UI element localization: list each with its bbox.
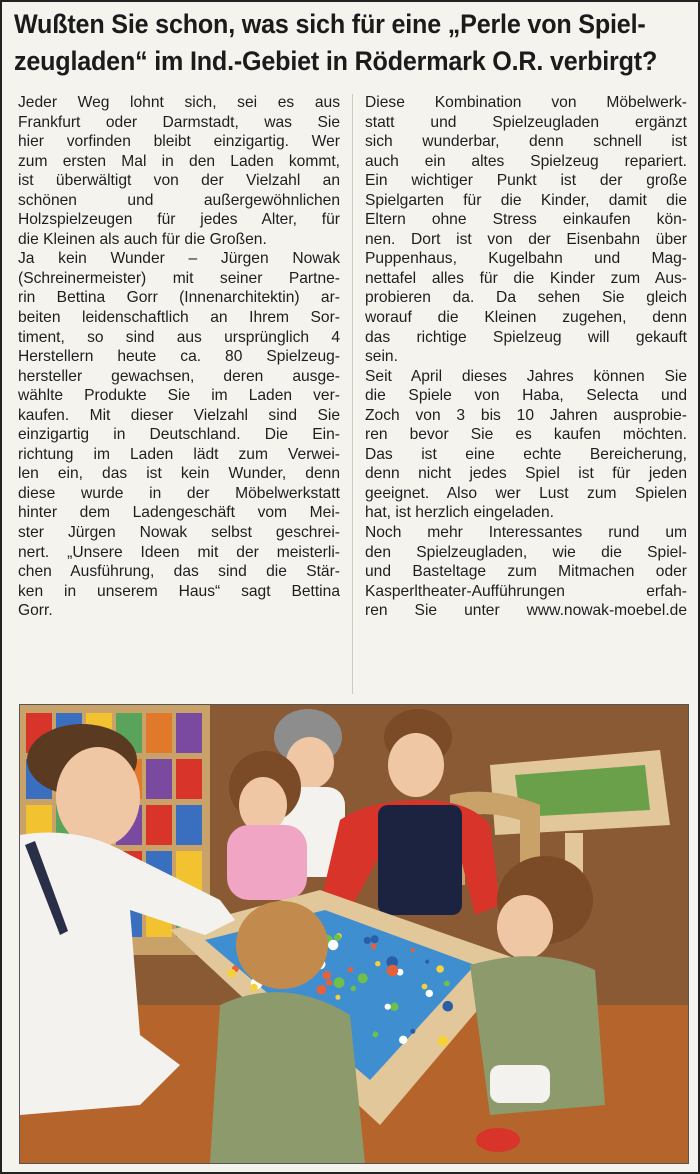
puzzle-piece bbox=[348, 967, 353, 972]
article-line: hersteller gewachsen, deren ausge- bbox=[18, 367, 340, 385]
article-line: wählte Produkte Sie im Laden ver- bbox=[18, 387, 340, 405]
girl-face bbox=[239, 777, 287, 833]
game-box bbox=[146, 713, 172, 753]
article-line: geeignet. Also wer Lust zum Spielen bbox=[365, 484, 687, 502]
article-line: Gorr. bbox=[18, 602, 53, 620]
article-line: ren bevor Sie es kaufen möchten. bbox=[365, 426, 687, 444]
puzzle-piece bbox=[351, 986, 356, 991]
article-line: beiten leidenschaftlich an Ihrem Sor- bbox=[18, 309, 340, 327]
puzzle-piece bbox=[328, 940, 338, 950]
article-line: Puppenhaus, Kugelbahn und Mag- bbox=[365, 250, 687, 268]
man-face bbox=[56, 747, 140, 847]
ring-stacker-toy bbox=[476, 1128, 520, 1152]
article-line: Ein wichtiger Punkt ist der große bbox=[365, 172, 687, 190]
article-line: die Spiele von Haba, Selecta und bbox=[365, 387, 687, 405]
article-line: Ja kein Wunder – Jürgen Nowak bbox=[18, 250, 340, 268]
article-line: Holzspielzeugen für jedes Alter, für bbox=[18, 211, 340, 229]
article-line: hinter dem Ladengeschäft vom Mei- bbox=[18, 504, 340, 522]
article-line: nert. „Unsere Ideen mit der meisterli- bbox=[18, 543, 340, 561]
game-box bbox=[176, 759, 202, 799]
puzzle-piece bbox=[387, 965, 398, 976]
article-line: len ein, das ist kein Wunder, denn bbox=[18, 465, 340, 483]
article-line: denn nicht jedes Spiel ist für jeden bbox=[365, 465, 687, 483]
article-line: und Basteltage zum Mitmachen oder bbox=[365, 563, 687, 581]
blond-boy-hair bbox=[236, 901, 328, 989]
right-boy-white-sleeve bbox=[490, 1065, 550, 1103]
boy-navy-shirt bbox=[378, 805, 462, 915]
article-line: Jeder Weg lohnt sich, sei es aus bbox=[18, 94, 340, 111]
article-line: nen. Dort ist von der Eisenbahn über bbox=[365, 230, 687, 248]
puzzle-piece bbox=[399, 1036, 407, 1044]
article-column-left bbox=[18, 93, 340, 621]
article-line: sein. bbox=[365, 348, 398, 366]
photo-illustration bbox=[20, 705, 688, 1163]
game-box bbox=[146, 805, 172, 845]
puzzle-piece bbox=[411, 948, 415, 952]
puzzle-piece bbox=[227, 969, 236, 978]
article-line: Herstellern heute ca. 80 Spielzeug- bbox=[18, 348, 340, 366]
article-line: zum ersten Mal in den Laden kommt, bbox=[18, 152, 340, 170]
puzzle-piece bbox=[371, 935, 379, 943]
blond-boy-green-shirt bbox=[210, 992, 365, 1163]
column-divider bbox=[352, 94, 353, 694]
article-line: hier vorfinden bleibt einzigartig. Wer bbox=[18, 133, 340, 151]
puzzle-piece bbox=[438, 1036, 449, 1047]
article-line: Seit April dieses Jahres können Sie bbox=[365, 367, 687, 385]
article-line: das richtige Spielzeug will gekauft bbox=[365, 328, 687, 346]
article-line: nettafel alles für die Kinder zum Aus- bbox=[365, 269, 687, 287]
puzzle-piece bbox=[372, 1032, 378, 1038]
article-line: kaufen. Mit dieser Vielzahl sind Sie bbox=[18, 406, 340, 424]
article-line: Frankfurt oder Darmstadt, was Sie bbox=[18, 113, 340, 131]
right-boy-face bbox=[497, 895, 553, 959]
article-line: diese wurde in der Möbelwerkstatt bbox=[18, 484, 340, 502]
puzzle-piece bbox=[323, 971, 331, 979]
store-photo bbox=[19, 704, 689, 1164]
article-line: schönen und außergewöhnlichen bbox=[18, 191, 340, 209]
puzzle-piece bbox=[436, 965, 444, 973]
article-line: chen Ausführung, das sind die Stär- bbox=[18, 563, 340, 581]
article-line: einzigartig in Deutschland. Die Ein- bbox=[18, 426, 340, 444]
puzzle-piece bbox=[422, 984, 428, 990]
article-line: Eltern ohne Stress einkaufen kön- bbox=[365, 211, 687, 229]
article-column-right bbox=[365, 93, 687, 621]
puzzle-piece bbox=[425, 960, 429, 964]
puzzle-piece bbox=[364, 937, 371, 944]
article-line: ist überwältigt von der Vielzahl an bbox=[18, 172, 340, 190]
puzzle-piece bbox=[334, 977, 345, 988]
article-line: ren Sie unter www.nowak-moebel.de bbox=[365, 602, 687, 620]
puzzle-piece bbox=[358, 973, 368, 983]
game-box bbox=[146, 759, 172, 799]
article-line: richtung im Laden lädt zum Verwei- bbox=[18, 445, 340, 463]
article-line: Kasperltheater-Aufführungen erfah- bbox=[365, 582, 687, 600]
article-line: (Schreinermeister) mit seiner Partne- bbox=[18, 269, 340, 287]
article-line: timent, so sind aus ursprünglich 4 bbox=[18, 328, 340, 346]
puzzle-piece bbox=[326, 980, 332, 986]
article-line: Das ist eine echte Bereicherung, bbox=[365, 445, 687, 463]
girl-pink-shirt bbox=[227, 825, 307, 900]
article-line: sich wunderbar, denn schnell ist bbox=[365, 133, 687, 151]
article-line: hat, ist herzlich eingeladen. bbox=[365, 504, 554, 522]
puzzle-piece bbox=[334, 934, 341, 941]
puzzle-piece bbox=[390, 1003, 398, 1011]
article-line: ken in unserem Haus“ sagt Bettina bbox=[18, 582, 340, 600]
puzzle-piece bbox=[426, 990, 433, 997]
article-line: den Spielzeugladen, wie die Spiel- bbox=[365, 543, 687, 561]
puzzle-piece bbox=[443, 1001, 454, 1012]
article-line: die Kleinen als auch für die Großen. bbox=[18, 230, 267, 248]
puzzle-piece bbox=[444, 981, 450, 987]
article-line: rin Bettina Gorr (Innenarchitektin) ar- bbox=[18, 289, 340, 307]
article-line: ster Jürgen Nowak selbst geschrei- bbox=[18, 524, 340, 542]
headline bbox=[14, 6, 658, 80]
puzzle-piece bbox=[335, 995, 340, 1000]
game-box bbox=[176, 805, 202, 845]
puzzle-piece bbox=[250, 984, 257, 991]
puzzle-piece bbox=[371, 943, 377, 949]
game-box bbox=[176, 713, 202, 753]
article-line: statt und Spielzeugladen ergänzt bbox=[365, 113, 687, 131]
article-line: Spielgarten für die Kinder, damit die bbox=[365, 191, 687, 209]
headline-line-1: Wußten Sie schon, was sich für eine „Perle von Spiel- bbox=[14, 9, 646, 39]
article-line: Diese Kombination von Möbelwerk- bbox=[365, 94, 687, 111]
article-line: auch ein altes Spielzeug repariert. bbox=[365, 152, 687, 170]
puzzle-piece bbox=[410, 1029, 415, 1034]
headline-line-2: zeugladen“ im Ind.-Gebiet in Rödermark O.R. verbirgt? bbox=[14, 46, 658, 76]
puzzle-piece bbox=[375, 961, 380, 966]
puzzle-piece bbox=[317, 985, 327, 995]
boy-face bbox=[388, 733, 444, 797]
puzzle-piece bbox=[385, 1004, 391, 1010]
article-line: Zoch von 3 bis 10 Jahren ausprobie- bbox=[365, 406, 687, 424]
article-line: probieren da. Da sehen Sie gleich bbox=[365, 289, 687, 307]
article-line: Noch mehr Interessantes rund um bbox=[365, 524, 687, 542]
article-line: worauf die Kleinen zugehen, denn bbox=[365, 309, 687, 327]
